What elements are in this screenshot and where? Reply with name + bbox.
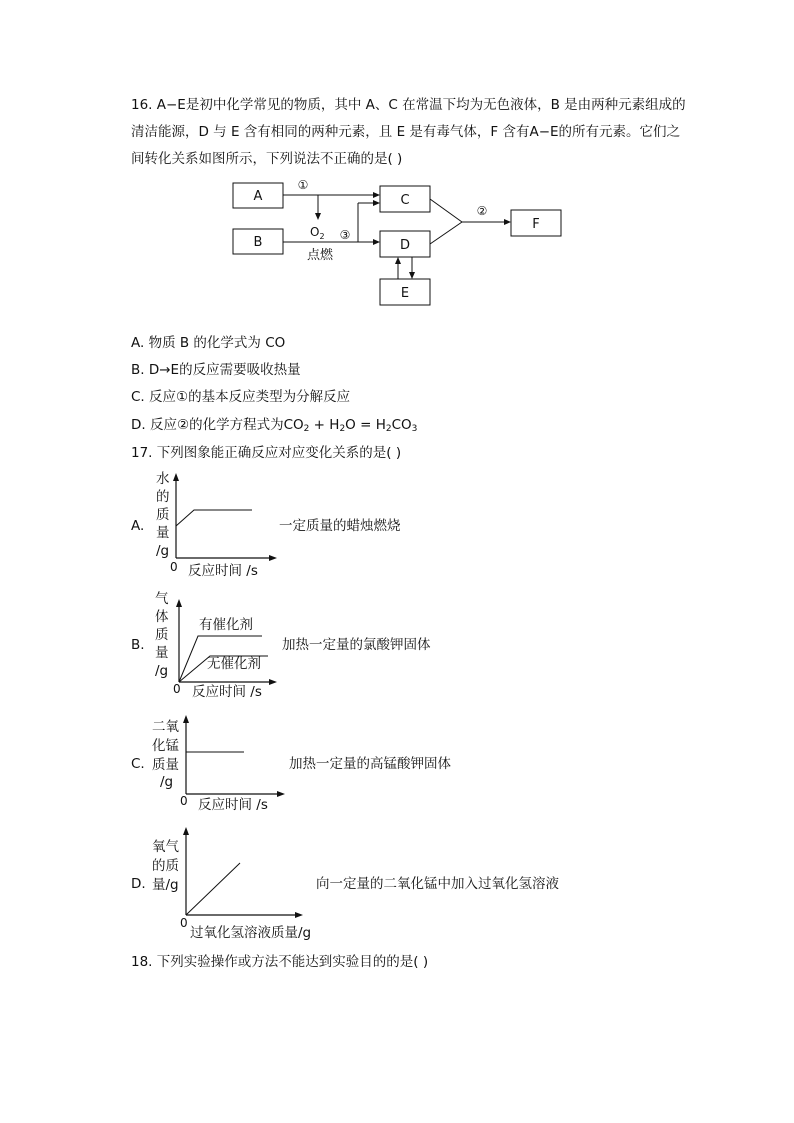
q16-option-d[interactable]: D. 反应②的化学方程式为$CO_2 + H_2O = H_2CO_3$ xyxy=(131,417,418,434)
q17-question: 17. 下列图象能正确反应对应变化关系的是( ) xyxy=(131,445,402,461)
step-1-label: ① xyxy=(297,178,309,192)
q17-b-ylabel-3: 质 xyxy=(155,627,169,643)
q18-question: 18. 下列实验操作或方法不能达到实验目的的是( ) xyxy=(131,954,429,970)
q16-option-a[interactable]: A. 物质 B 的化学式为 CO xyxy=(131,335,286,351)
q17-b-ylabel-2: 体 xyxy=(155,609,169,625)
q17-a-desc: 一定质量的蜡烛燃烧 xyxy=(279,518,401,534)
node-f-label: F xyxy=(532,217,540,232)
q17-c-ylabel-4: /g xyxy=(160,774,174,790)
q17-b-curve2-label: 无催化剂 xyxy=(207,656,261,672)
q17-b-xlabel: 反应时间 /s xyxy=(192,684,262,700)
q16-option-c[interactable]: C. 反应①的基本反应类型为分解反应 xyxy=(131,389,351,405)
node-c-label: C xyxy=(400,193,410,208)
q17-b-curve1-label: 有催化剂 xyxy=(199,617,253,633)
q17-c-ylabel-3: 质量 xyxy=(152,757,179,773)
q17-d-desc: 向一定量的二氧化锰中加入过氧化氢溶液 xyxy=(316,876,559,892)
q17-c-letter[interactable]: C. xyxy=(131,756,145,772)
q17-d-ylabel-3: 量/g xyxy=(152,877,179,893)
q16-option-b[interactable]: B. D→E的反应需要吸收热量 xyxy=(131,362,301,378)
q17-c-ylabel-1: 二氧 xyxy=(152,719,179,735)
q17-d-ylabel-2: 的质 xyxy=(152,858,179,874)
q17-d-curve xyxy=(186,863,240,915)
q17-a-xlabel: 反应时间 /s xyxy=(188,563,258,579)
step-3-label: ③ xyxy=(339,228,351,242)
q17-d-letter[interactable]: D. xyxy=(131,876,146,892)
q17-a-ylabel-4: 量 xyxy=(156,525,170,541)
q17-c-origin: 0 xyxy=(180,794,188,808)
q17-c-ylabel-2: 化锰 xyxy=(152,738,179,754)
q17-b-letter[interactable]: B. xyxy=(131,637,145,653)
q17-a-ylabel-1: 水 xyxy=(156,471,170,487)
q16-line-2: 清洁能源，D 与 E 含有相同的两种元素，且 E 是有毒气体，F 含有A−E的所有元素。它们之 xyxy=(131,124,681,140)
q17-d-origin: 0 xyxy=(180,916,188,930)
q17-a-letter[interactable]: A. xyxy=(131,518,145,534)
o2-label: $O_2$ xyxy=(310,225,325,241)
q17-a-ylabel-3: 质 xyxy=(156,507,170,523)
q17-c-desc: 加热一定量的高锰酸钾固体 xyxy=(289,756,451,772)
q17-d-x-arrow xyxy=(295,912,303,918)
node-e-label: E xyxy=(400,286,410,301)
q17-a-ylabel-2: 的 xyxy=(156,489,170,505)
q17-b-ylabel-5: /g xyxy=(155,663,169,679)
q17-a-ylabel-5: /g xyxy=(156,543,170,559)
q17-d-y-arrow xyxy=(183,827,189,835)
q16-line-1: 16. A−E是初中化学常见的物质，其中 A、C 在常温下均为无色液体，B 是由两种元素组成的 xyxy=(131,97,686,113)
ignition-condition-label: 点燃 xyxy=(306,248,334,263)
q17-b-ylabel-1: 气 xyxy=(155,591,169,607)
q17-b-ylabel-4: 量 xyxy=(155,645,169,661)
q17-b-desc: 加热一定量的氯酸钾固体 xyxy=(282,637,431,653)
q17-d-xlabel: 过氧化氢溶液质量/g xyxy=(190,925,312,941)
q17-a-origin: 0 xyxy=(170,560,178,574)
q17-b-origin: 0 xyxy=(173,682,181,696)
node-b-label: B xyxy=(253,235,263,250)
q17-d-ylabel-1: 氧气 xyxy=(152,839,179,855)
q16-line-3: 间转化关系如图所示，下列说法不正确的是( ) xyxy=(131,151,403,167)
step-2-label: ② xyxy=(476,204,488,218)
q17-c-xlabel: 反应时间 /s xyxy=(198,797,268,813)
node-a-label: A xyxy=(253,189,263,204)
node-d-label: D xyxy=(399,238,411,253)
